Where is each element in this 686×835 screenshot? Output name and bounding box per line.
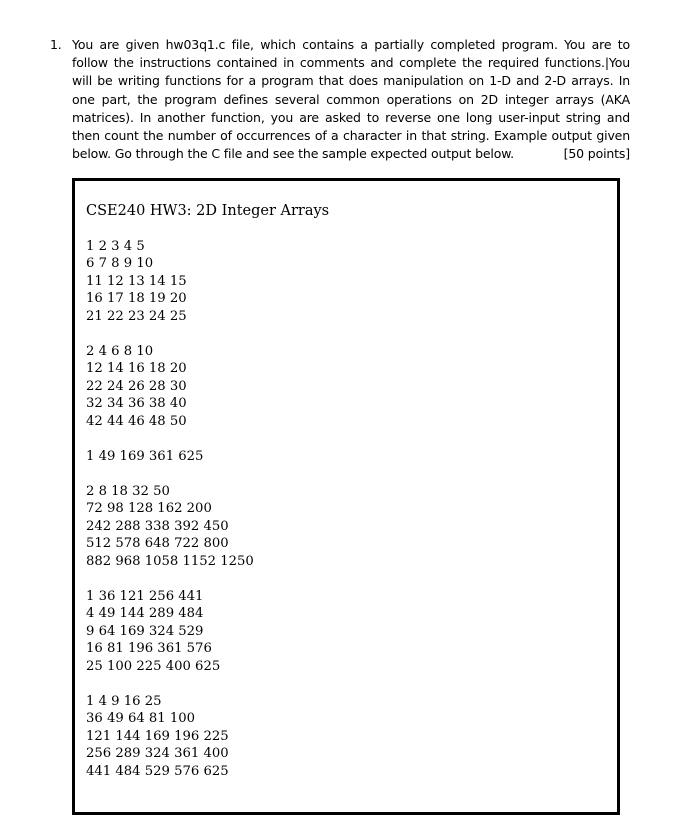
- output-line: 256 289 324 361 400: [86, 746, 229, 761]
- question-number: 1.: [50, 37, 62, 52]
- output-block-2: [86, 343, 329, 431]
- output-line: 121 144 169 196 225: [86, 728, 229, 744]
- output-line: 1 2 3 4 5: [86, 238, 145, 254]
- output-line: 1 36 121 256 441: [86, 588, 204, 604]
- output-block-3: [86, 448, 329, 466]
- output-line: 2 4 6 8 10: [86, 343, 154, 359]
- output-line: 512 578 648 722 800: [86, 536, 229, 551]
- sample-output-box: [72, 178, 620, 815]
- output-line: 32 34 36 38 40: [86, 396, 187, 411]
- sample-output-content: [86, 203, 329, 798]
- output-line: 1 49 169 361 625: [86, 448, 204, 464]
- output-block-1: [86, 238, 329, 326]
- output-block-5: [86, 588, 329, 676]
- output-line: 2 8 18 32 50: [86, 483, 170, 499]
- output-line: 882 968 1058 1152 1250: [86, 553, 254, 569]
- output-line: 6 7 8 9 10: [86, 256, 154, 271]
- output-line: 42 44 46 48 50: [86, 413, 187, 429]
- output-blocks: [86, 238, 329, 781]
- output-line: 16 81 196 361 576: [86, 641, 212, 656]
- question-text-container: [72, 36, 630, 163]
- output-line: 1 4 9 16 25: [86, 693, 162, 709]
- question-text: You are given hw03q1.c file, which contains a partially completed program. You are to follow the instructions contained in comments and complete the required functions.|You will be writing functions for a program that does manipulation on 1-D and 2-D arrays. In one part, the program defines several common operations on 2D integer arrays (AKA matrices). In another function, you are asked to reverse one long user-input string and then count the number of occurrences of a character in that string. Example output given below. Go through the C file and see the sample expected output below.: [72, 37, 630, 162]
- output-title: CSE240 HW3: 2D Integer Arrays: [86, 203, 330, 219]
- output-line: 16 17 18 19 20: [86, 291, 187, 306]
- output-line: 441 484 529 576 625: [86, 763, 229, 779]
- output-line: 9 64 169 324 529: [86, 623, 204, 639]
- output-line: 22 24 26 28 30: [86, 378, 187, 394]
- output-block-4: [86, 483, 329, 571]
- output-line: 12 14 16 18 20: [86, 361, 187, 376]
- output-line: 36 49 64 81 100: [86, 711, 196, 726]
- output-line: 11 12 13 14 15: [86, 273, 187, 289]
- output-block-6: [86, 693, 329, 781]
- output-line: 72 98 128 162 200: [86, 501, 212, 516]
- output-line: 25 100 225 400 625: [86, 658, 221, 674]
- question-item: [50, 36, 630, 163]
- output-line: 4 49 144 289 484: [86, 606, 204, 621]
- output-line: 242 288 338 392 450: [86, 518, 229, 534]
- question-points: [50 points]: [563, 146, 630, 162]
- output-line: 21 22 23 24 25: [86, 308, 187, 324]
